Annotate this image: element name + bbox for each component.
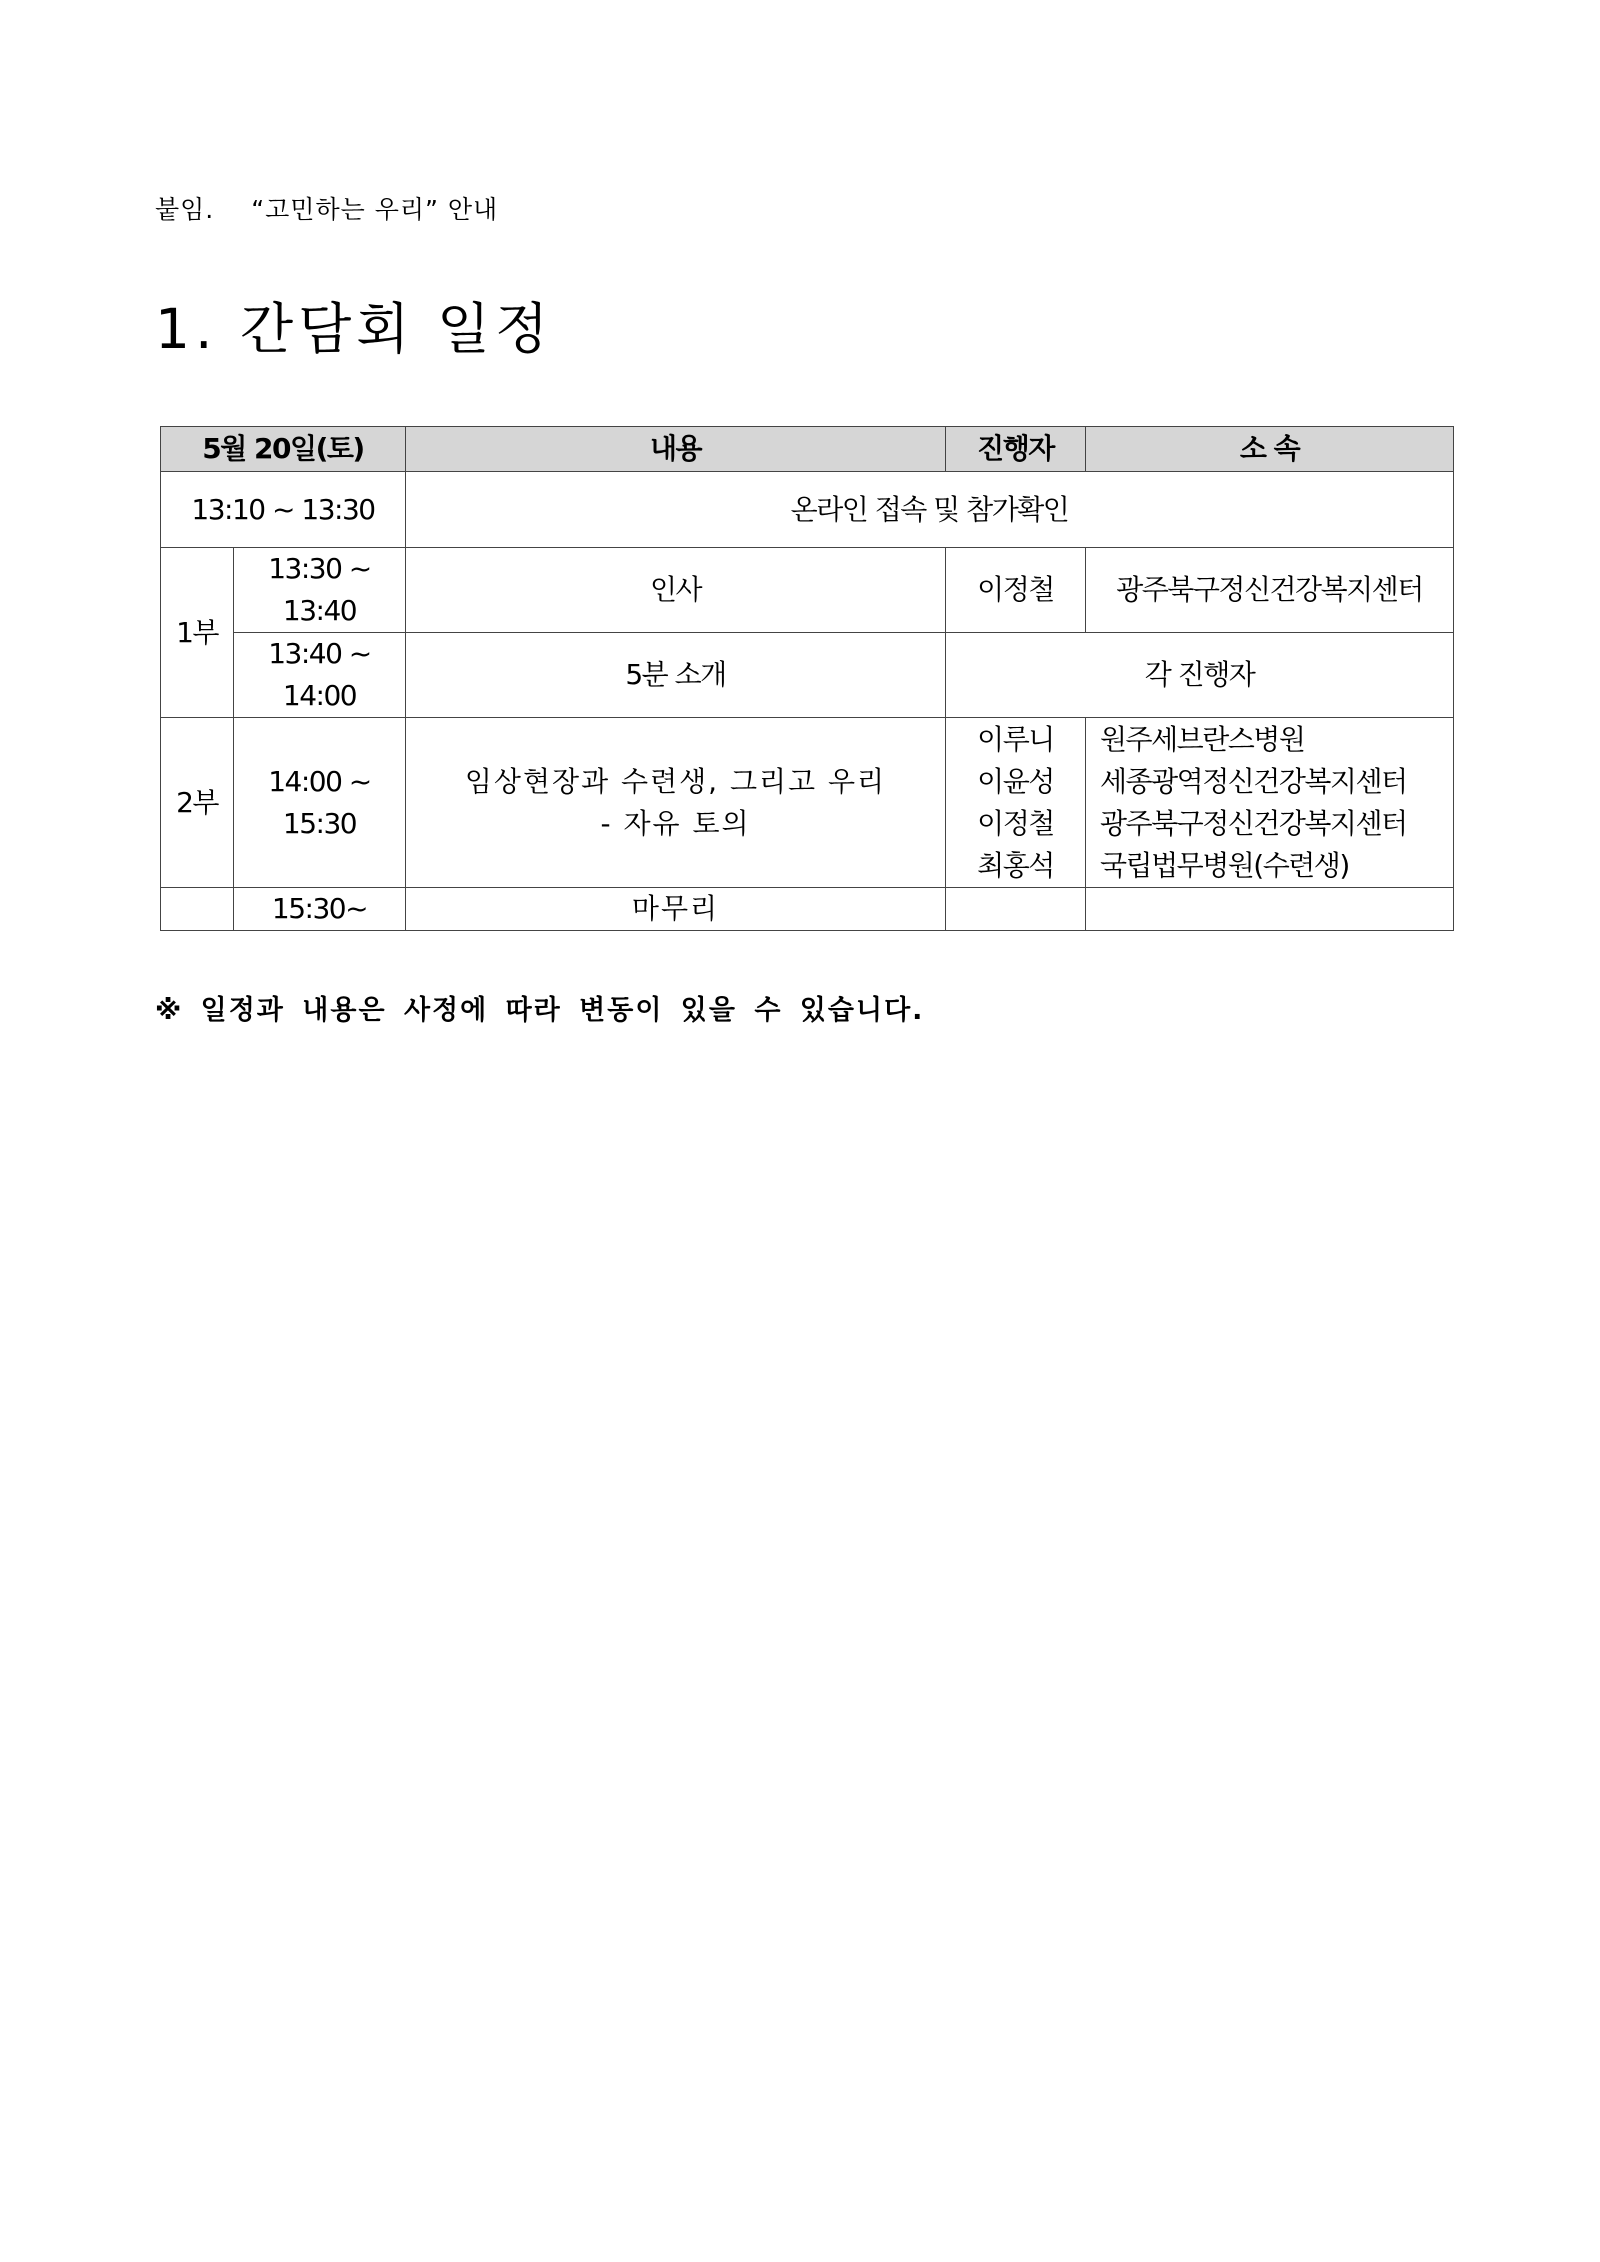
greeting-presenter: 이정철 bbox=[946, 548, 1086, 633]
part2-affiliations bbox=[1086, 718, 1454, 888]
attachment-prefix: 붙임. bbox=[155, 195, 215, 224]
closing-affiliation bbox=[1086, 888, 1454, 931]
affiliation-name: 원주세브란스병원 bbox=[1100, 722, 1305, 756]
header-content: 내용 bbox=[406, 427, 946, 472]
affiliation-name: 국립법무병원(수련생) bbox=[1100, 848, 1349, 882]
header-date: 5월 20일(토) bbox=[161, 427, 406, 472]
presenter-name: 이정철 bbox=[977, 806, 1054, 840]
greeting-affiliation: 광주북구정신건강복지센터 bbox=[1086, 548, 1454, 633]
closing-presenter bbox=[946, 888, 1086, 931]
part2-content bbox=[406, 718, 946, 888]
header-affiliation: 소 속 bbox=[1086, 427, 1454, 472]
table-header-row bbox=[161, 427, 1454, 472]
intro-time bbox=[234, 633, 406, 718]
greeting-time bbox=[234, 548, 406, 633]
greeting-time-end: 13:40 bbox=[282, 594, 357, 627]
section-title: 1. 간담회 일정 bbox=[155, 297, 554, 361]
attachment-label bbox=[155, 190, 498, 226]
table-row bbox=[161, 718, 1454, 888]
part1-label: 1부 bbox=[161, 548, 234, 718]
affiliation-name: 세종광역정신건강복지센터 bbox=[1100, 764, 1407, 798]
part2-content-line2: - 자유 토의 bbox=[600, 806, 751, 840]
schedule-table bbox=[160, 426, 1454, 931]
intro-time-end: 14:00 bbox=[282, 679, 357, 712]
affiliation-name: 광주북구정신건강복지센터 bbox=[1100, 806, 1407, 840]
closing-time: 15:30~ bbox=[234, 888, 406, 931]
intro-time-start: 13:40 ~ bbox=[268, 637, 371, 670]
header-presenter: 진행자 bbox=[946, 427, 1086, 472]
attachment-title: “고민하는 우리” 안내 bbox=[251, 195, 499, 224]
part2-presenters bbox=[946, 718, 1086, 888]
intro-content: 5분 소개 bbox=[406, 633, 946, 718]
greeting-content: 인사 bbox=[406, 548, 946, 633]
table-row bbox=[161, 888, 1454, 931]
presenter-name: 이루니 bbox=[977, 722, 1054, 756]
opening-time: 13:10 ~ 13:30 bbox=[161, 472, 406, 548]
part2-time-start: 14:00 ~ bbox=[268, 764, 371, 798]
table-row bbox=[161, 633, 1454, 718]
table-row bbox=[161, 548, 1454, 633]
schedule-note: ※ 일정과 내용은 사정에 따라 변동이 있을 수 있습니다. bbox=[155, 995, 925, 1026]
intro-presenter: 각 진행자 bbox=[946, 633, 1454, 718]
part2-time-end: 15:30 bbox=[282, 806, 357, 840]
closing-content: 마무리 bbox=[406, 888, 946, 931]
part2-content-line1: 임상현장과 수련생, 그리고 우리 bbox=[464, 764, 887, 798]
presenter-name: 최홍석 bbox=[977, 848, 1054, 882]
opening-content: 온라인 접속 및 참가확인 bbox=[406, 472, 1454, 548]
part2-label: 2부 bbox=[161, 718, 234, 888]
part2-time bbox=[234, 718, 406, 888]
closing-empty bbox=[161, 888, 234, 931]
greeting-time-start: 13:30 ~ bbox=[268, 552, 371, 585]
table-row bbox=[161, 472, 1454, 548]
presenter-name: 이윤성 bbox=[977, 764, 1054, 798]
